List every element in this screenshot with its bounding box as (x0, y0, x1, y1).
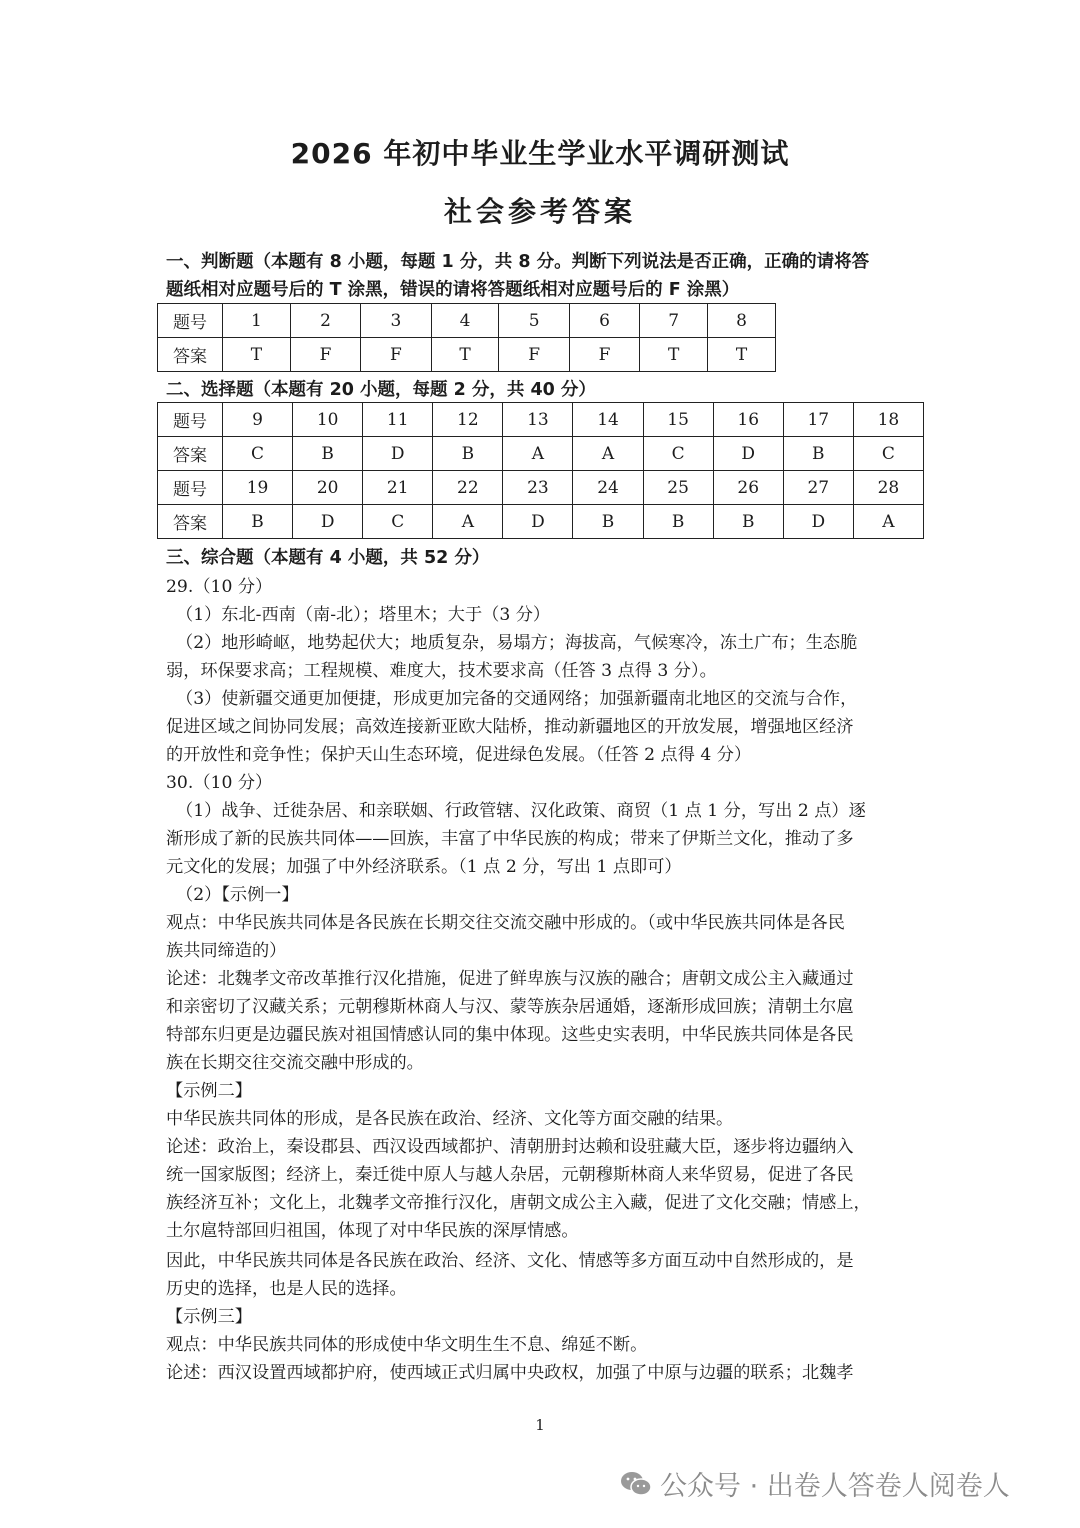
choice-answer-table (157, 402, 924, 539)
answer-text-line: 土尔扈特部回归祖国，体现了对中华民族的深厚情感。 (166, 1221, 579, 1241)
table-row (158, 471, 924, 505)
answer-cell: A (573, 437, 643, 471)
answer-cell: B (783, 437, 853, 471)
answer-text-line: 30.（10 分） (166, 773, 273, 793)
answer-cell: T (640, 338, 708, 372)
table-row (158, 304, 776, 338)
answer-text-line: 【示例二】 (166, 1081, 252, 1101)
question-number: 4 (431, 304, 499, 338)
answer-cell: C (223, 437, 293, 471)
answer-cell: T (708, 338, 776, 372)
answer-text-line: 的开放性和竞争性；保护天山生态环境，促进绿色发展。（任答 2 点得 4 分） (166, 745, 752, 765)
answer-cell: C (853, 437, 923, 471)
answer-cell: B (223, 505, 293, 539)
answer-cell: F (499, 338, 569, 372)
footer-text: 公众号 · 出卷人答卷人阅卷人 (660, 1471, 1010, 1502)
question-number: 6 (569, 304, 639, 338)
question-number: 21 (363, 471, 433, 505)
answer-cell: F (290, 338, 360, 372)
judgment-answer-table (157, 303, 776, 372)
answer-text-line: 论述：政治上，秦设郡县、西汉设西域都护、清朝册封达赖和设驻藏大臣，逐步将边疆纳入 (166, 1137, 854, 1157)
answer-cell: A (853, 505, 923, 539)
answer-text-line: （3）使新疆交通更加便捷，形成更加完备的交通网络；加强新疆南北地区的交流与合作， (176, 689, 858, 709)
question-number: 15 (643, 403, 713, 437)
answer-text-line: （1）战争、迁徙杂居、和亲联姻、行政管辖、汉化政策、商贸（1 点 1 分，写出 2 点）逐 (176, 801, 866, 821)
answer-text-line: 弱，环保要求高；工程规模、难度大，技术要求高（任答 3 点得 3 分）。 (166, 661, 717, 681)
answer-text-line: 元文化的发展；加强了中外经济联系。（1 点 2 分，写出 1 点即可） (166, 857, 682, 877)
answer-text-line: 因此，中华民族共同体是各民族在政治、经济、文化、情感等多方面互动中自然形成的，是 (166, 1251, 854, 1271)
answer-cell: D (293, 505, 363, 539)
watermark-footer (620, 1464, 1010, 1503)
row-label: 题号 (158, 304, 223, 338)
table-row (158, 403, 924, 437)
row-label: 题号 (158, 471, 223, 505)
table-row (158, 505, 924, 539)
answer-cell: B (293, 437, 363, 471)
answer-text-line: 族经济互补；文化上，北魏孝文帝推行汉化，唐朝文成公主入藏，促进了文化交融；情感上， (166, 1193, 871, 1213)
answer-text-line: 历史的选择，也是人民的选择。 (166, 1279, 407, 1299)
section1-heading-line1: 一、判断题（本题有 8 小题，每题 1 分，共 8 分。判断下列说法是否正确，正确的请将答 (166, 252, 870, 272)
answer-text-line: 统一国家版图；经济上，秦迁徙中原人与越人杂居，元朝穆斯林商人来华贸易，促进了各民 (166, 1165, 854, 1185)
question-number: 14 (573, 403, 643, 437)
answer-text-line: 【示例三】 (166, 1307, 252, 1327)
row-label: 答案 (158, 437, 223, 471)
answer-text-line: 族在长期交往交流交融中形成的。 (166, 1053, 424, 1073)
document-title: 2026 年初中毕业生学业水平调研测试 (290, 137, 790, 170)
answer-cell: D (503, 505, 573, 539)
table-row (158, 437, 924, 471)
answer-cell: T (223, 338, 291, 372)
question-number: 27 (783, 471, 853, 505)
section3-heading: 三、综合题（本题有 4 小题，共 52 分） (166, 548, 490, 568)
answer-text-line: 和亲密切了汉藏关系；元朝穆斯林商人与汉、蒙等族杂居通婚，逐渐形成回族；清朝土尔扈 (166, 997, 854, 1017)
question-number: 28 (853, 471, 923, 505)
answer-cell: F (361, 338, 431, 372)
row-label: 答案 (158, 505, 223, 539)
table-row (158, 338, 776, 372)
answer-text-line: 中华民族共同体的形成，是各民族在政治、经济、文化等方面交融的结果。 (166, 1109, 734, 1129)
answer-cell: F (569, 338, 639, 372)
section2-heading: 二、选择题（本题有 20 小题，每题 2 分，共 40 分） (166, 380, 596, 400)
answer-cell: B (713, 505, 783, 539)
answer-text-line: 观点：中华民族共同体的形成使中华文明生生不息、绵延不断。 (166, 1335, 648, 1355)
question-number: 26 (713, 471, 783, 505)
question-number: 25 (643, 471, 713, 505)
answer-cell: B (433, 437, 503, 471)
answer-text-line: 29.（10 分） (166, 577, 273, 597)
answer-text-line: （1）东北-西南（南-北）；塔里木；大于（3 分） (176, 605, 551, 625)
answer-cell: T (431, 338, 499, 372)
question-number: 19 (223, 471, 293, 505)
question-number: 9 (223, 403, 293, 437)
answer-text-line: 族共同缔造的） (166, 941, 287, 961)
answer-cell: A (433, 505, 503, 539)
answer-cell: A (503, 437, 573, 471)
question-number: 11 (363, 403, 433, 437)
wechat-icon (620, 1471, 652, 1497)
answer-text-line: （2）【示例一】 (176, 885, 299, 905)
question-number: 16 (713, 403, 783, 437)
question-number: 3 (361, 304, 431, 338)
row-label: 答案 (158, 338, 223, 372)
question-number: 7 (640, 304, 708, 338)
question-number: 8 (708, 304, 776, 338)
section1-heading-line2: 题纸相对应题号后的 T 涂黑，错误的请将答题纸相对应题号后的 F 涂黑） (166, 280, 740, 300)
answer-text-line: 渐形成了新的民族共同体——回族，丰富了中华民族的构成；带来了伊斯兰文化，推动了多 (166, 829, 854, 849)
question-number: 20 (293, 471, 363, 505)
answer-text-line: 论述：西汉设置西域都护府，使西域正式归属中央政权，加强了中原与边疆的联系；北魏孝 (166, 1363, 854, 1383)
question-number: 18 (853, 403, 923, 437)
answer-text-line: 论述：北魏孝文帝改革推行汉化措施，促进了鲜卑族与汉族的融合；唐朝文成公主入藏通过 (166, 969, 854, 989)
question-number: 22 (433, 471, 503, 505)
question-number: 1 (223, 304, 291, 338)
page-number: 1 (535, 1416, 545, 1434)
question-number: 2 (290, 304, 360, 338)
answer-cell: D (783, 505, 853, 539)
question-number: 5 (499, 304, 569, 338)
question-number: 12 (433, 403, 503, 437)
question-number: 13 (503, 403, 573, 437)
question-number: 24 (573, 471, 643, 505)
question-number: 23 (503, 471, 573, 505)
answer-cell: B (573, 505, 643, 539)
document-subtitle: 社会参考答案 (443, 195, 636, 228)
answer-text-line: 促进区域之间协同发展；高效连接新亚欧大陆桥，推动新疆地区的开放发展，增强地区经济 (166, 717, 854, 737)
question-number: 10 (293, 403, 363, 437)
answer-cell: D (363, 437, 433, 471)
answer-text-line: 特部东归更是边疆民族对祖国情感认同的集中体现。这些史实表明，中华民族共同体是各民 (166, 1025, 854, 1045)
answer-cell: D (713, 437, 783, 471)
answer-cell: C (363, 505, 433, 539)
answer-text-line: （2）地形崎岖，地势起伏大；地质复杂，易塌方；海拔高，气候寒冷，冻土广布；生态脆 (176, 633, 858, 653)
answer-cell: C (643, 437, 713, 471)
answer-text-line: 观点：中华民族共同体是各民族在长期交往交流交融中形成的。（或中华民族共同体是各民 (166, 913, 845, 933)
row-label: 题号 (158, 403, 223, 437)
answer-cell: B (643, 505, 713, 539)
question-number: 17 (783, 403, 853, 437)
